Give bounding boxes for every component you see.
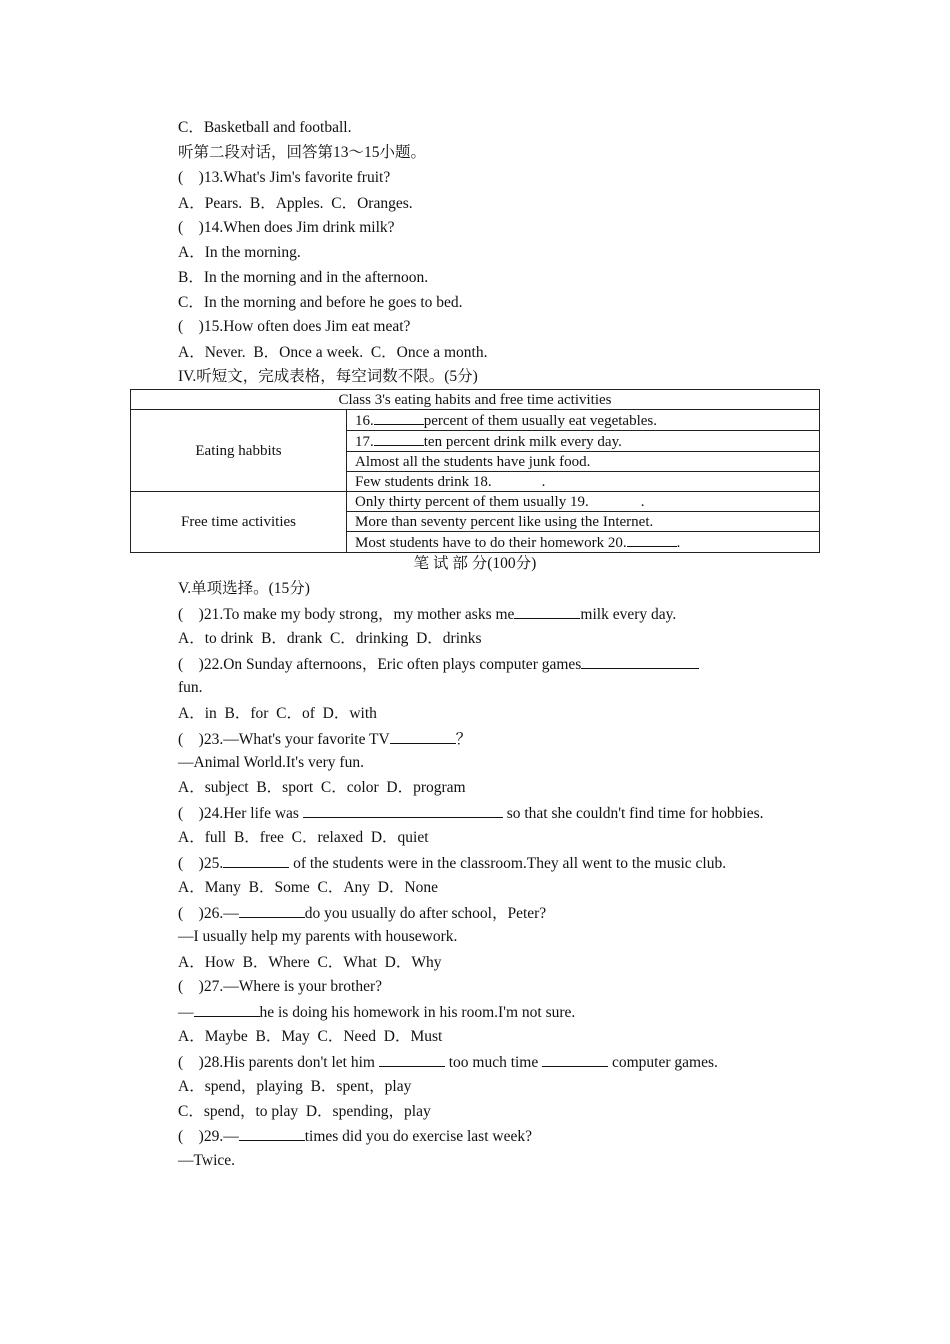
answer-blank-21[interactable]	[514, 604, 580, 619]
options-13: A．Pears. B．Apples. C．Oranges.	[178, 195, 413, 212]
question-25: ( )25. of the students were in the classroom.They all went to the music club.	[178, 855, 727, 872]
table-row: 17. ten percent drink milk every day.	[347, 431, 820, 452]
question-22: ( )22.On Sunday afternoons，Eric often plays computer games	[178, 654, 699, 675]
answer-blank-28b[interactable]	[542, 1052, 608, 1067]
category-eating: Eating habbits	[131, 410, 347, 492]
question-24: ( )24.Her life was so that she couldn't find time for hobbies.	[178, 805, 764, 822]
answer-blank-29[interactable]	[239, 1126, 305, 1141]
table-row: Most students have to do their homework 20. .	[347, 532, 820, 553]
question-28: ( )28.His parents don't let him too much time computer games.	[178, 1054, 718, 1071]
question-27-reply: — he is doing his homework in his room.I'm not sure.	[178, 1004, 576, 1021]
answer-blank-22[interactable]	[581, 654, 699, 669]
options-21: A．to drink B．drank C．drinking D．drinks	[178, 630, 482, 647]
category-free-time: Free time activities	[131, 492, 347, 553]
question-27: ( )27.—Where is your brother?	[178, 978, 383, 995]
answer-blank-16[interactable]	[374, 410, 424, 425]
table-row: More than seventy percent like using the Internet.	[347, 512, 820, 532]
habits-table	[130, 389, 820, 553]
options-24: A．full B．free C．relaxed D．quiet	[178, 829, 429, 846]
table-row: Few students drink 18. .	[347, 472, 820, 492]
options-25: A．Many B．Some C．Any D．None	[178, 879, 439, 896]
answer-blank-28a[interactable]	[379, 1052, 445, 1067]
option-line: C．Basketball and football.	[178, 119, 352, 136]
options-28-cd: C．spend，to play D．spending，play	[178, 1103, 431, 1120]
answer-blank-23[interactable]	[390, 729, 456, 744]
options-28-ab: A．spend，playing B．spent，play	[178, 1078, 412, 1095]
options-27: A．Maybe B．May C．Need D．Must	[178, 1028, 443, 1045]
answer-blank-24[interactable]	[303, 803, 503, 818]
answer-blank-17[interactable]	[374, 431, 424, 446]
table-row: Almost all the students have junk food.	[347, 452, 820, 472]
answer-blank-20[interactable]	[627, 532, 677, 547]
answer-blank-27[interactable]	[194, 1002, 260, 1017]
option-14a: A．In the morning.	[178, 244, 301, 261]
question-29: ( )29.— times did you do exercise last week?	[178, 1128, 532, 1145]
question-23-reply: —Animal World.It's very fun.	[178, 754, 364, 771]
option-14b: B．In the morning and in the afternoon.	[178, 269, 429, 286]
question-21: ( )21.To make my body strong，my mother asks me milk every day.	[178, 606, 677, 623]
section-instruction: 听第二段对话，回答第13～15小题。	[178, 144, 427, 161]
options-15: A．Never. B．Once a week. C．Once a month.	[178, 344, 488, 361]
question-23: ( )23.—What's your favorite TV ？	[178, 731, 472, 748]
written-heading: 笔 试 部 分(100分)	[413, 555, 537, 572]
question-29-reply: —Twice.	[178, 1152, 236, 1169]
question-15: ( )15.How often does Jim eat meat?	[178, 318, 411, 335]
table-row: 16. percent of them usually eat vegetables.	[347, 410, 820, 431]
section-iv-title: IV.听短文，完成表格，每空词数不限。(5分)	[178, 368, 478, 385]
answer-blank-25[interactable]	[223, 853, 289, 868]
options-23: A．subject B．sport C．color D．program	[178, 779, 466, 796]
question-14: ( )14.When does Jim drink milk?	[178, 219, 395, 236]
option-14c: C．In the morning and before he goes to bed.	[178, 294, 463, 311]
question-22-cont: fun.	[178, 679, 203, 696]
question-26: ( )26.— do you usually do after school，Peter?	[178, 905, 547, 922]
answer-blank-26[interactable]	[239, 903, 305, 918]
table-title: Class 3's eating habits and free time activities	[131, 390, 820, 410]
section-v-title: V.单项选择。(15分)	[178, 580, 310, 597]
options-26: A．How B．Where C．What D．Why	[178, 954, 442, 971]
question-13: ( )13.What's Jim's favorite fruit?	[178, 169, 391, 186]
question-26-reply: —I usually help my parents with housework.	[178, 928, 458, 945]
options-22: A．in B．for C．of D．with	[178, 705, 377, 722]
table-row: Only thirty percent of them usually 19. .	[347, 492, 820, 512]
